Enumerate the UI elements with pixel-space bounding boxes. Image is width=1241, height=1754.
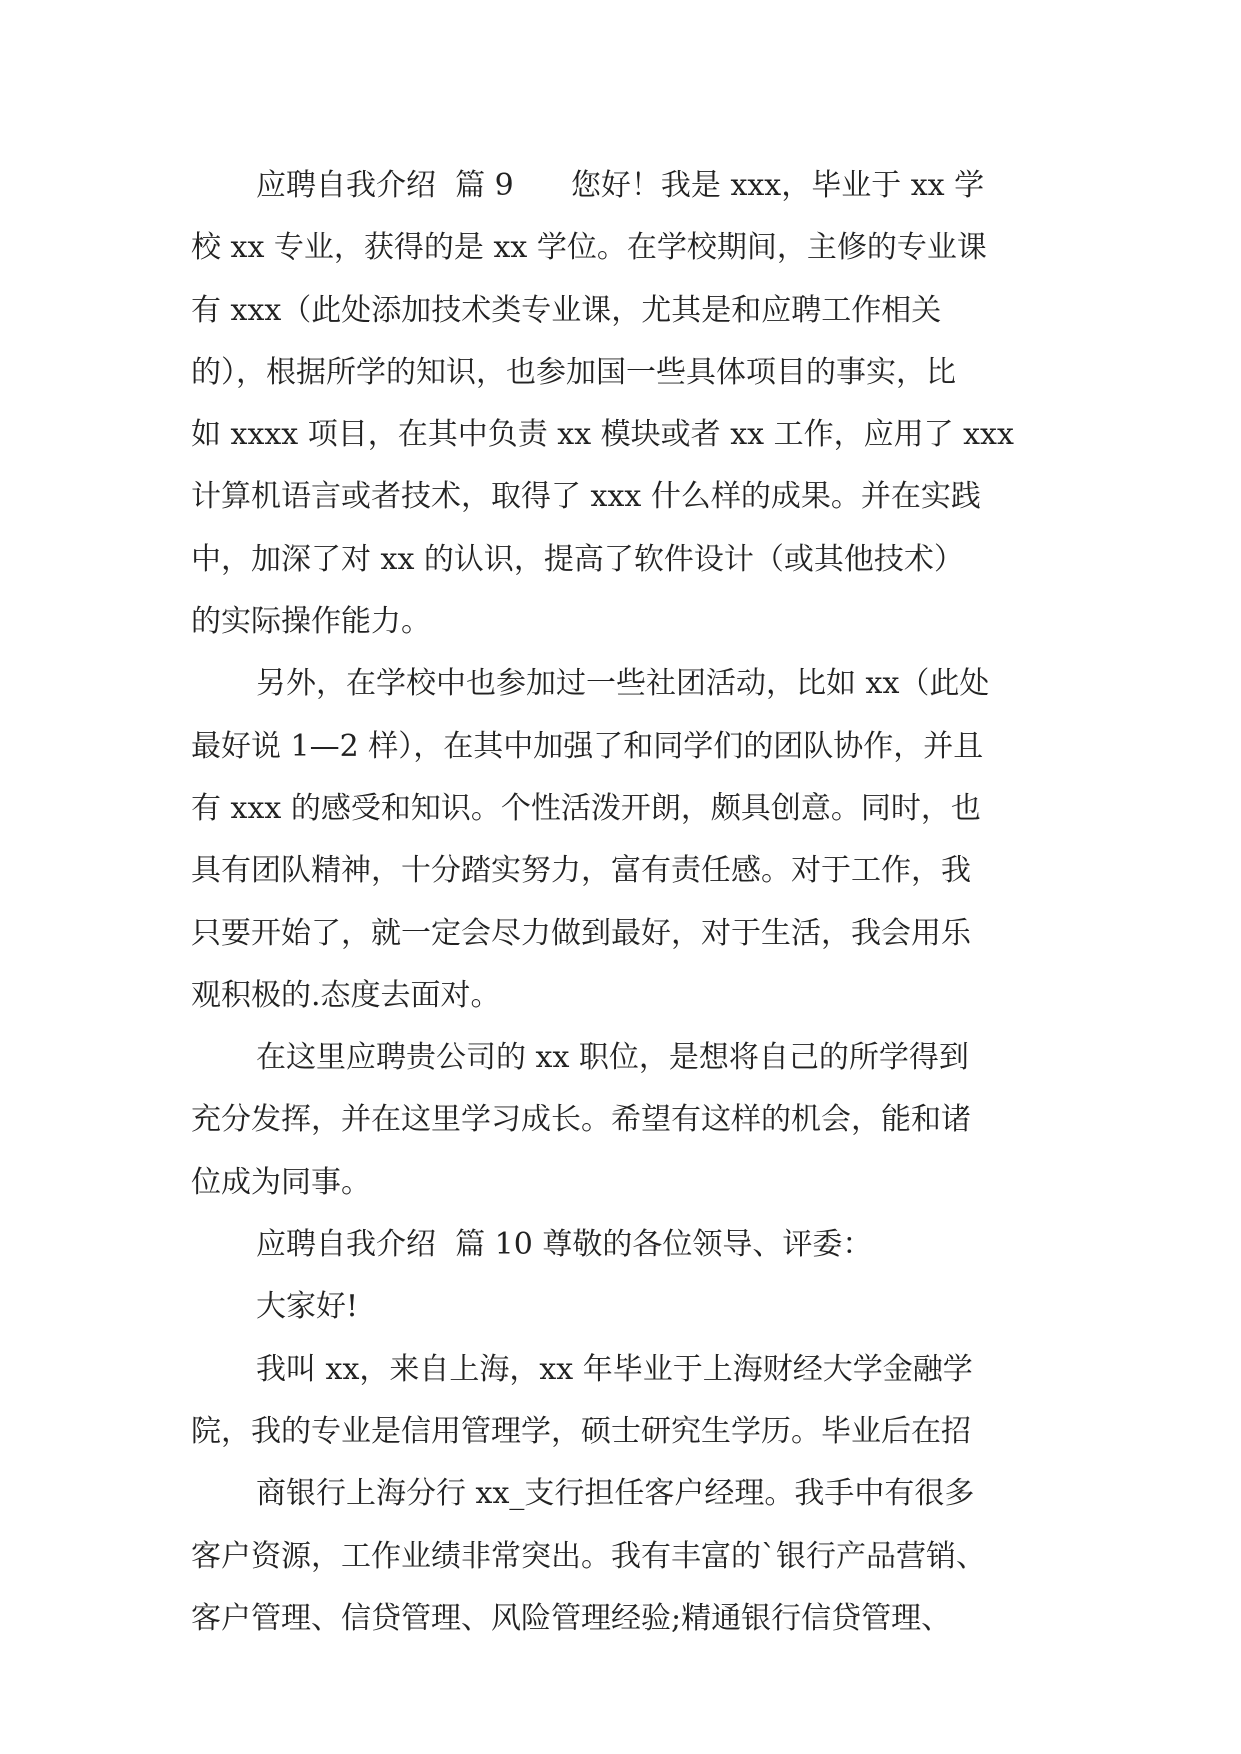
text-line: 院，我的专业是信用管理学，硕士研究生学历。毕业后在招 bbox=[191, 1413, 971, 1449]
text-line: 如 xxxx 项目，在其中负责 xx 模块或者 xx 工作，应用了 xxx bbox=[191, 417, 1014, 453]
text-line: 客户管理、信贷管理、风险管理经验;精通银行信贷管理、 bbox=[191, 1600, 952, 1636]
paragraph-self-intro-9 bbox=[191, 155, 1071, 653]
text-line: 最好说 1—2 样），在其中加强了和同学们的团队协作，并且 bbox=[191, 728, 984, 764]
text-line: 应聘自我介绍 篇 9 您好！我是 xxx，毕业于 xx 学 bbox=[256, 168, 985, 203]
text-line: 有 xxx（此处添加技术类专业课，尤其是和应聘工作相关 bbox=[191, 292, 942, 328]
paragraph-greeting bbox=[191, 1276, 1071, 1338]
text-line: 在这里应聘贵公司的 xx 职位，是想将自己的所学得到 bbox=[256, 1040, 969, 1076]
paragraph-activities bbox=[191, 653, 1071, 1027]
text-line: 计算机语言或者技术，取得了 xxx 什么样的成果。并在实践 bbox=[191, 479, 981, 515]
text-line: 我叫 xx，来自上海，xx 年毕业于上海财经大学金融学 bbox=[256, 1351, 973, 1387]
text-line: 有 xxx 的感受和知识。个性活泼开朗，颇具创意。同时，也 bbox=[191, 790, 981, 826]
text-line: 大家好! bbox=[256, 1289, 359, 1325]
text-line: 校 xx 专业，获得的是 xx 学位。在学校期间，主修的专业课 bbox=[191, 230, 987, 266]
text-line: 中，加深了对 xx 的认识，提高了软件设计（或其他技术） bbox=[191, 541, 964, 577]
text-line: 客户资源，工作业绩非常突出。我有丰富的`银行产品营销、 bbox=[191, 1538, 986, 1574]
text-line: 具有团队精神，十分踏实努力，富有责任感。对于工作，我 bbox=[191, 853, 971, 889]
paragraph-experience bbox=[191, 1463, 1071, 1650]
paragraph-self-intro-10-heading bbox=[191, 1214, 1071, 1276]
text-line: 的），根据所学的知识，也参加国一些具体项目的事实，比 bbox=[191, 354, 956, 390]
text-line: 充分发挥，并在这里学习成长。希望有这样的机会，能和诸 bbox=[191, 1102, 971, 1138]
text-line: 只要开始了，就一定会尽力做到最好，对于生活，我会用乐 bbox=[191, 915, 971, 951]
text-line: 商银行上海分行 xx_支行担任客户经理。我手中有很多 bbox=[256, 1476, 975, 1512]
document-body bbox=[191, 155, 1071, 1650]
text-line: 的实际操作能力。 bbox=[191, 604, 431, 640]
text-line: 位成为同事。 bbox=[191, 1164, 371, 1200]
text-line: 应聘自我介绍 篇 10 尊敬的各位领导、评委： bbox=[256, 1227, 873, 1263]
paragraph-position bbox=[191, 1027, 1071, 1214]
text-line: 观积极的.态度去面对。 bbox=[191, 977, 501, 1013]
paragraph-background bbox=[191, 1339, 1071, 1464]
text-line: 另外，在学校中也参加过一些社团活动，比如 xx（此处 bbox=[256, 666, 990, 702]
